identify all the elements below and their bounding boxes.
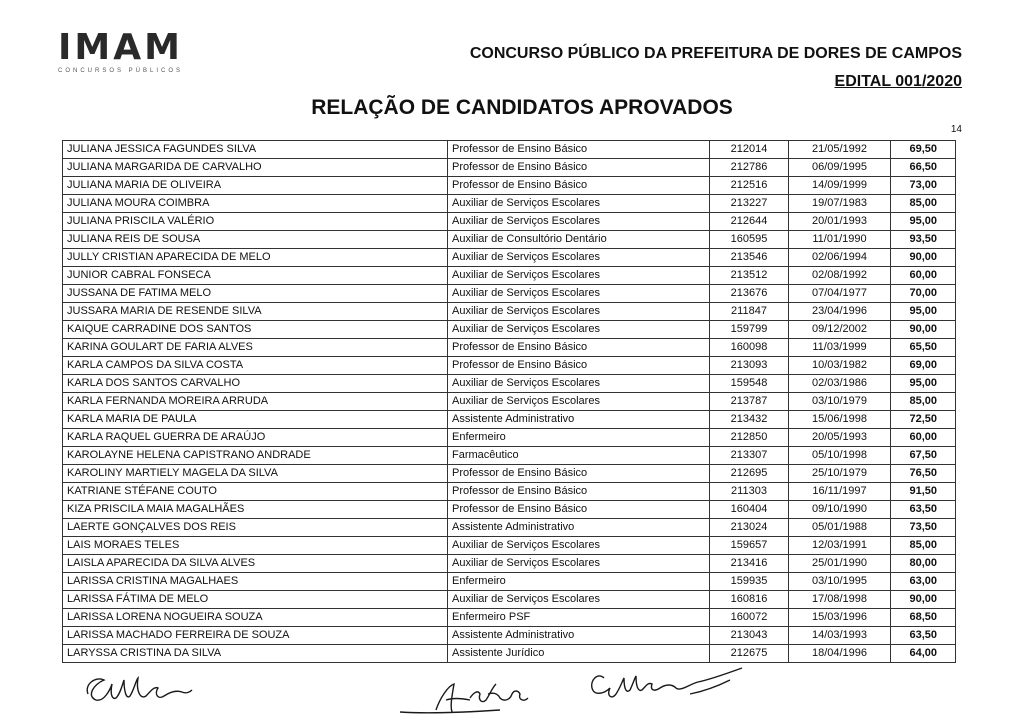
candidate-role: Auxiliar de Serviços Escolares [448,321,710,339]
candidate-score: 90,00 [891,321,956,339]
candidate-registration: 213043 [710,627,789,645]
candidate-birthdate: 02/08/1992 [789,267,891,285]
table-row [63,465,956,483]
candidate-birthdate: 02/03/1986 [789,375,891,393]
candidate-name: JUSSANA DE FATIMA MELO [63,285,448,303]
candidate-registration: 213676 [710,285,789,303]
candidate-score: 80,00 [891,555,956,573]
candidate-registration: 160595 [710,231,789,249]
table-row [63,303,956,321]
candidate-score: 72,50 [891,411,956,429]
candidate-birthdate: 05/10/1998 [789,447,891,465]
candidate-name: JULIANA PRISCILA VALÉRIO [63,213,448,231]
candidate-name: KATRIANE STÉFANE COUTO [63,483,448,501]
candidate-registration: 212786 [710,159,789,177]
candidate-birthdate: 19/07/1983 [789,195,891,213]
candidate-score: 73,00 [891,177,956,195]
candidate-registration: 160072 [710,609,789,627]
contest-title: CONCURSO PÚBLICO DA PREFEITURA DE DORES DE CAMPOS [469,45,962,62]
signature-left [87,678,192,700]
candidate-role: Enfermeiro [448,573,710,591]
candidate-birthdate: 11/01/1990 [789,231,891,249]
table-row [63,501,956,519]
candidate-role: Enfermeiro [448,429,710,447]
candidate-score: 64,00 [891,645,956,663]
table-row [63,231,956,249]
candidate-registration: 212014 [710,141,789,159]
candidate-registration: 159657 [710,537,789,555]
table-row [63,429,956,447]
candidate-role: Auxiliar de Serviços Escolares [448,393,710,411]
candidate-score: 60,00 [891,267,956,285]
candidate-registration: 159548 [710,375,789,393]
table-row [63,267,956,285]
candidate-registration: 213432 [710,411,789,429]
candidate-name: JULIANA MOURA COIMBRA [63,195,448,213]
candidate-role: Auxiliar de Serviços Escolares [448,375,710,393]
candidate-score: 68,50 [891,609,956,627]
candidate-registration: 160404 [710,501,789,519]
candidate-role: Professor de Ensino Básico [448,177,710,195]
candidate-role: Auxiliar de Serviços Escolares [448,195,710,213]
table-row [63,573,956,591]
candidate-name: KAROLINY MARTIELY MAGELA DA SILVA [63,465,448,483]
candidate-role: Assistente Administrativo [448,627,710,645]
candidate-role: Professor de Ensino Básico [448,339,710,357]
candidate-score: 85,00 [891,537,956,555]
candidate-name: LAERTE GONÇALVES DOS REIS [63,519,448,537]
candidate-birthdate: 20/01/1993 [789,213,891,231]
candidate-role: Auxiliar de Serviços Escolares [448,537,710,555]
table-row [63,195,956,213]
candidate-name: KIZA PRISCILA MAIA MAGALHÃES [63,501,448,519]
imam-logo [58,27,198,74]
table-row [63,483,956,501]
candidate-score: 91,50 [891,483,956,501]
candidate-birthdate: 16/11/1997 [789,483,891,501]
candidate-score: 65,50 [891,339,956,357]
candidate-name: KARLA DOS SANTOS CARVALHO [63,375,448,393]
candidate-score: 66,50 [891,159,956,177]
candidate-registration: 213546 [710,249,789,267]
candidate-birthdate: 21/05/1992 [789,141,891,159]
candidate-score: 69,50 [891,141,956,159]
table-row [63,339,956,357]
candidate-registration: 213416 [710,555,789,573]
candidate-score: 60,00 [891,429,956,447]
edital-number: EDITAL 001/2020 [834,73,962,90]
candidate-birthdate: 20/05/1993 [789,429,891,447]
signature-center [400,684,528,713]
candidate-name: JULIANA MARIA DE OLIVEIRA [63,177,448,195]
candidates-table-body [63,141,956,663]
candidate-score: 95,00 [891,303,956,321]
candidate-registration: 213787 [710,393,789,411]
candidate-score: 85,00 [891,393,956,411]
candidate-name: JULIANA JESSICA FAGUNDES SILVA [63,141,448,159]
signatures [0,650,1024,724]
candidate-birthdate: 11/03/1999 [789,339,891,357]
candidate-role: Auxiliar de Serviços Escolares [448,555,710,573]
candidate-role: Auxiliar de Consultório Dentário [448,231,710,249]
candidate-name: KARLA FERNANDA MOREIRA ARRUDA [63,393,448,411]
candidate-name: LAIS MORAES TELES [63,537,448,555]
candidate-name: KARLA MARIA DE PAULA [63,411,448,429]
table-row [63,141,956,159]
table-row [63,411,956,429]
candidate-role: Auxiliar de Serviços Escolares [448,303,710,321]
table-row [63,537,956,555]
candidate-name: JULIANA REIS DE SOUSA [63,231,448,249]
candidate-birthdate: 03/10/1995 [789,573,891,591]
candidate-role: Auxiliar de Serviços Escolares [448,213,710,231]
candidate-birthdate: 09/12/2002 [789,321,891,339]
candidate-registration: 212644 [710,213,789,231]
candidate-birthdate: 15/03/1996 [789,609,891,627]
candidate-birthdate: 14/03/1993 [789,627,891,645]
candidate-name: KARLA RAQUEL GUERRA DE ARAÚJO [63,429,448,447]
candidate-name: JUSSARA MARIA DE RESENDE SILVA [63,303,448,321]
candidate-score: 69,00 [891,357,956,375]
candidate-role: Enfermeiro PSF [448,609,710,627]
table-row [63,555,956,573]
table-row [63,357,956,375]
candidate-score: 63,50 [891,627,956,645]
candidate-name: KARLA CAMPOS DA SILVA COSTA [63,357,448,375]
candidate-name: LARYSSA CRISTINA DA SILVA [63,645,448,663]
candidate-score: 90,00 [891,249,956,267]
table-row [63,249,956,267]
table-row [63,159,956,177]
candidate-birthdate: 10/03/1982 [789,357,891,375]
candidate-name: JULLY CRISTIAN APARECIDA DE MELO [63,249,448,267]
candidate-birthdate: 25/10/1979 [789,465,891,483]
candidate-registration: 213227 [710,195,789,213]
candidate-registration: 160816 [710,591,789,609]
candidate-registration: 213512 [710,267,789,285]
candidate-score: 85,00 [891,195,956,213]
candidate-registration: 212675 [710,645,789,663]
candidate-birthdate: 14/09/1999 [789,177,891,195]
candidate-registration: 159799 [710,321,789,339]
candidate-birthdate: 09/10/1990 [789,501,891,519]
candidate-name: LARISSA LORENA NOGUEIRA SOUZA [63,609,448,627]
table-row [63,609,956,627]
candidate-birthdate: 05/01/1988 [789,519,891,537]
candidate-role: Farmacêutico [448,447,710,465]
table-row [63,213,956,231]
table-row [63,321,956,339]
candidate-registration: 213024 [710,519,789,537]
candidate-registration: 159935 [710,573,789,591]
candidates-table [62,140,956,663]
candidate-birthdate: 06/09/1995 [789,159,891,177]
candidate-role: Assistente Jurídico [448,645,710,663]
candidate-role: Assistente Administrativo [448,411,710,429]
candidate-score: 76,50 [891,465,956,483]
candidate-birthdate: 07/04/1977 [789,285,891,303]
candidate-role: Assistente Administrativo [448,519,710,537]
candidate-registration: 212516 [710,177,789,195]
table-row [63,519,956,537]
logo-tagline: CONCURSOS PÚBLICOS [58,68,184,74]
candidate-birthdate: 12/03/1991 [789,537,891,555]
candidate-score: 63,00 [891,573,956,591]
candidate-role: Auxiliar de Serviços Escolares [448,267,710,285]
candidate-name: LARISSA MACHADO FERREIRA DE SOUZA [63,627,448,645]
candidate-name: KARINA GOULART DE FARIA ALVES [63,339,448,357]
signature-right [592,668,742,697]
candidate-role: Professor de Ensino Básico [448,357,710,375]
candidate-registration: 213307 [710,447,789,465]
candidate-score: 70,00 [891,285,956,303]
table-row [63,177,956,195]
candidate-name: KAIQUE CARRADINE DOS SANTOS [63,321,448,339]
candidate-score: 93,50 [891,231,956,249]
table-row [63,627,956,645]
candidate-birthdate: 03/10/1979 [789,393,891,411]
candidate-score: 63,50 [891,501,956,519]
page-title: RELAÇÃO DE CANDIDATOS APROVADOS [311,96,733,119]
candidate-role: Professor de Ensino Básico [448,483,710,501]
candidate-registration: 212850 [710,429,789,447]
candidate-score: 90,00 [891,591,956,609]
candidate-name: LARISSA FÁTIMA DE MELO [63,591,448,609]
page-number: 14 [950,124,962,135]
candidate-name: LAISLA APARECIDA DA SILVA ALVES [63,555,448,573]
table-row [63,285,956,303]
candidate-role: Professor de Ensino Básico [448,501,710,519]
table-row [63,375,956,393]
candidate-birthdate: 17/08/1998 [789,591,891,609]
table-row [63,393,956,411]
candidate-name: JULIANA MARGARIDA DE CARVALHO [63,159,448,177]
candidate-role: Professor de Ensino Básico [448,159,710,177]
candidate-role: Auxiliar de Serviços Escolares [448,591,710,609]
candidate-registration: 211847 [710,303,789,321]
candidate-registration: 213093 [710,357,789,375]
candidate-name: JUNIOR CABRAL FONSECA [63,267,448,285]
candidate-registration: 211303 [710,483,789,501]
candidate-birthdate: 02/06/1994 [789,249,891,267]
candidate-birthdate: 18/04/1996 [789,645,891,663]
candidate-registration: 160098 [710,339,789,357]
candidate-name: KAROLAYNE HELENA CAPISTRANO ANDRADE [63,447,448,465]
candidate-birthdate: 25/01/1990 [789,555,891,573]
candidate-score: 95,00 [891,375,956,393]
candidate-role: Auxiliar de Serviços Escolares [448,249,710,267]
candidate-score: 67,50 [891,447,956,465]
candidate-role: Auxiliar de Serviços Escolares [448,285,710,303]
candidate-birthdate: 15/06/1998 [789,411,891,429]
table-row [63,591,956,609]
candidate-score: 95,00 [891,213,956,231]
candidate-name: LARISSA CRISTINA MAGALHAES [63,573,448,591]
candidate-role: Professor de Ensino Básico [448,465,710,483]
candidate-birthdate: 23/04/1996 [789,303,891,321]
candidate-registration: 212695 [710,465,789,483]
table-row [63,447,956,465]
candidate-score: 73,50 [891,519,956,537]
logo-wordmark: IMAM [58,27,183,68]
candidate-role: Professor de Ensino Básico [448,141,710,159]
